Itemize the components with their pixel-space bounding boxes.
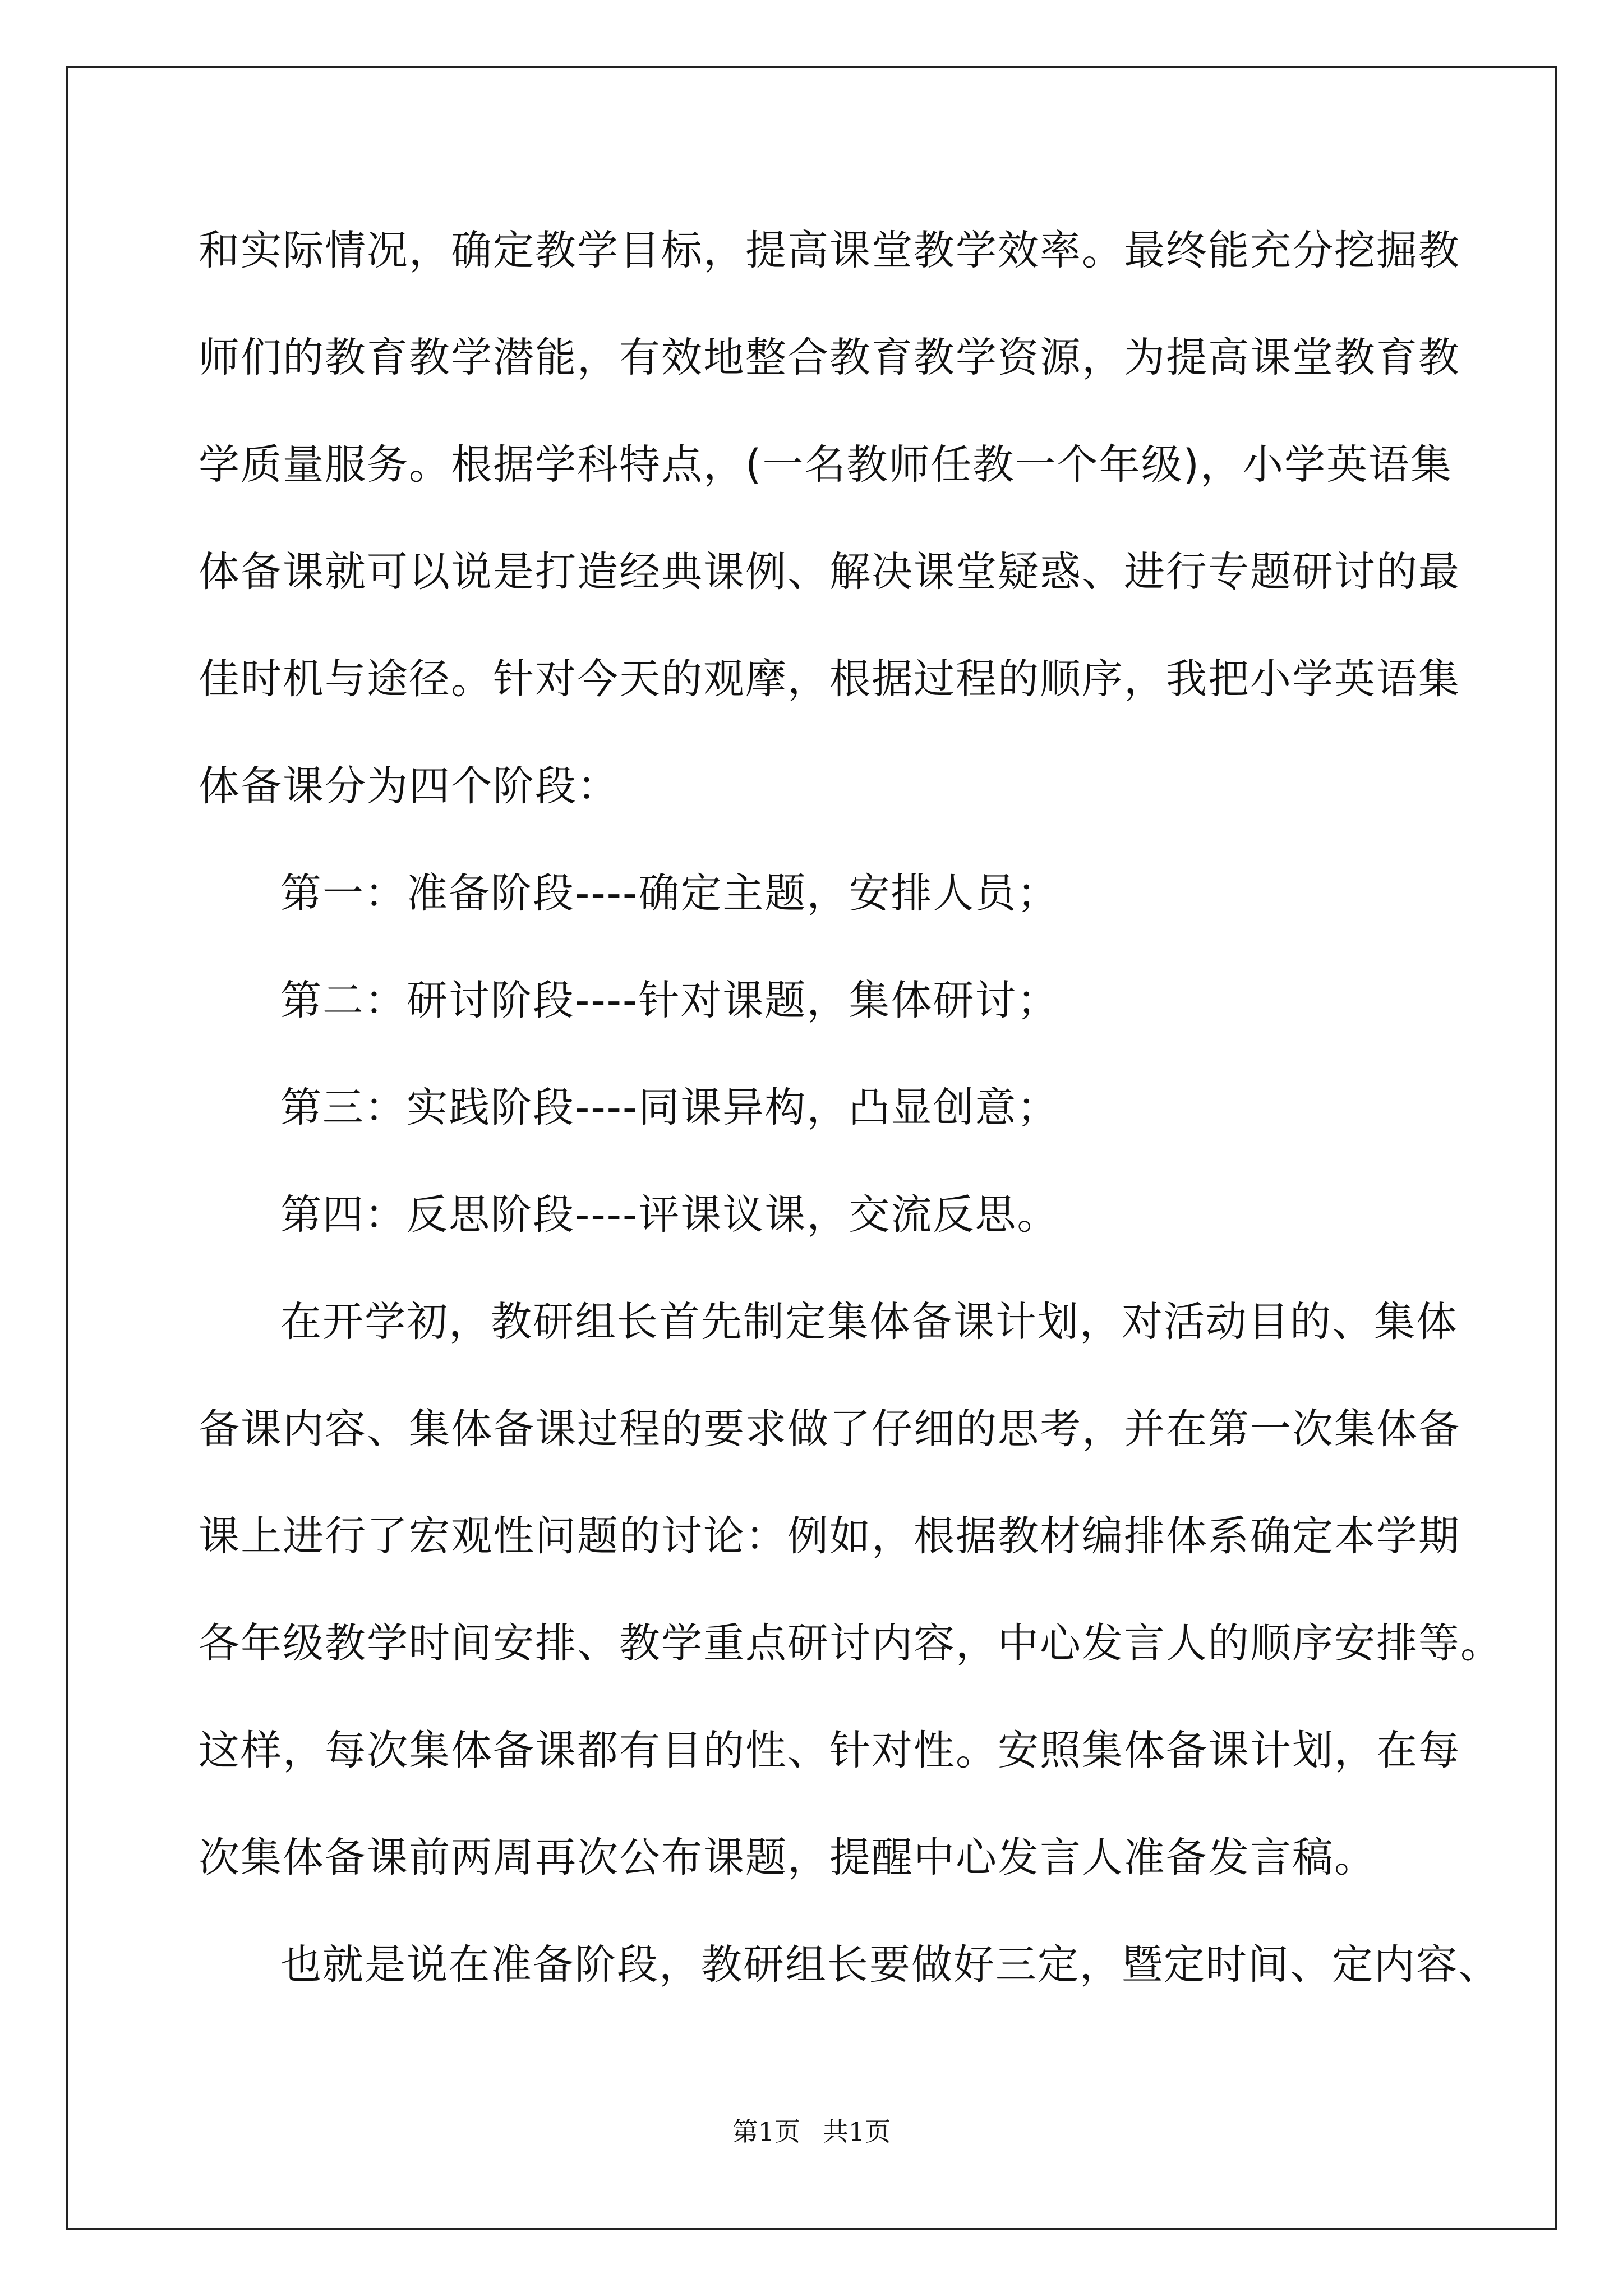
page-border: [66, 66, 1557, 2230]
text-line: 和实际情况，确定教学目标，提高课堂教学效率。最终能充分挖掘教: [199, 227, 1460, 274]
stage-item: 第四：反思阶段----评课议课，交流反思。: [280, 1191, 1059, 1239]
page-footer: [0, 2115, 1623, 2148]
stage-item: 第一：准备阶段----确定主题，安排人员；: [280, 869, 1059, 917]
page-total: 共1页: [823, 2116, 891, 2147]
text-line: 次集体备课前两周再次公布课题，提醒中心发言人准备发言稿。: [199, 1834, 1376, 1881]
text-line: 学质量服务。根据学科特点，(一名教师任教一个年级)，小学英语集: [199, 441, 1453, 489]
text-line: 也就是说在准备阶段，教研组长要做好三定，暨定时间、定内容、: [280, 1941, 1500, 1989]
page-number: 第1页: [732, 2116, 800, 2147]
text-line: 备课内容、集体备课过程的要求做了仔细的思考，并在第一次集体备: [199, 1405, 1460, 1453]
text-line: 师们的教育教学潜能，有效地整合教育教学资源，为提高课堂教育教: [199, 334, 1460, 381]
text-line: 各年级教学时间安排、教学重点研讨内容，中心发言人的顺序安排等。: [199, 1619, 1502, 1667]
stage-item: 第三：实践阶段----同课异构，凸显创意；: [280, 1084, 1059, 1131]
text-line: 体备课就可以说是打造经典课例、解决课堂疑惑、进行专题研讨的最: [199, 548, 1460, 596]
stage-item: 第二：研讨阶段----针对课题，集体研讨；: [280, 977, 1059, 1024]
text-line: 这样，每次集体备课都有目的性、针对性。安照集体备课计划，在每: [199, 1727, 1460, 1774]
text-line: 在开学初，教研组长首先制定集体备课计划，对活动目的、集体: [280, 1298, 1458, 1346]
text-line: 体备课分为四个阶段：: [199, 762, 619, 810]
text-line: 课上进行了宏观性问题的讨论：例如，根据教材编排体系确定本学期: [199, 1512, 1460, 1560]
text-line: 佳时机与途径。针对今天的观摩，根据过程的顺序，我把小学英语集: [199, 655, 1460, 703]
